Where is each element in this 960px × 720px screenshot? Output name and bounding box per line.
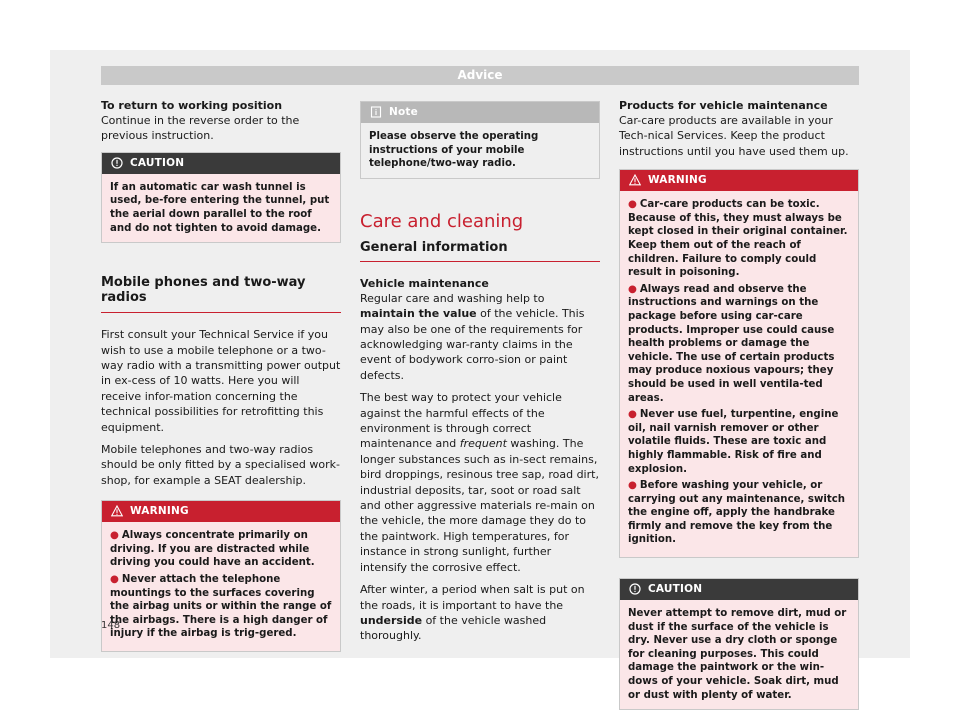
bullet-icon: ● [628, 283, 637, 295]
column-middle [360, 101, 600, 651]
products-heading: Products for vehicle maintenance [619, 99, 828, 112]
mobile-phones-title: Mobile phones and two-way radios [101, 275, 341, 313]
care-cleaning-title: Care and cleaning [360, 210, 524, 232]
note-body: Please observe the operating instructions of your mobile telephone/two-way radio. [361, 123, 599, 178]
warning-label: WARNING [648, 174, 707, 187]
warning-item: ● Always concentrate primarily on driving. If you are distracted while driving you could have an accident. [110, 530, 315, 569]
note-header [361, 102, 599, 123]
caution-label: CAUTION [648, 583, 703, 596]
note-icon [370, 106, 382, 118]
caution-body: If an automatic car wash tunnel is used, be-fore entering the tunnel, put the aerial down parallel to the roof and do not tighten to avoid damage. [102, 174, 340, 242]
caution-body: Never attempt to remove dirt, mud or dust if the surface of the vehicle is dry. Never use a dry cloth or sponge for cleaning purposes. This could damage the paintwork or the win-dows of your vehicle. Soak dirt, mud or dust with plenty of water. [620, 600, 858, 709]
column-right [619, 98, 859, 720]
bullet-icon: ● [628, 199, 637, 211]
warning-box-phones [101, 500, 341, 652]
caution-box-dirt [619, 578, 859, 710]
section-header: Advice [101, 66, 859, 85]
vehicle-maintenance-heading: Vehicle maintenance [360, 276, 489, 290]
caution-box-aerial [101, 152, 341, 243]
caution-header [620, 579, 858, 600]
warning-body [620, 191, 858, 557]
warning-item: ● Car-care products can be toxic. Because of this, they must always be kept closed in their original container. Keep them out of the reach of children. Failure to comply could result in poisoning. [628, 199, 848, 279]
warning-item: ● Never use fuel, turpentine, engine oil, nail varnish remover or other volatile fluids. These are toxic and highly flammable. Risk of fire and explosion. [628, 409, 839, 475]
general-information-title: General information [360, 240, 600, 262]
column-left [101, 98, 341, 662]
mobile-paragraph-1: First consult your Technical Service if you wish to use a mobile telephone or a two-way radio with a transmitting power output in ex-cess of 10 watts. Here you will receive infor-mation concerning the technical possibilities for retrofitting this equipment. [101, 328, 341, 434]
warning-item: ● Never attach the telephone mountings to the surfaces covering the airbag units or within the range of the airbags. There is a high danger of injury if the airbag is trig-gered. [110, 574, 332, 640]
bullet-icon: ● [110, 530, 119, 542]
caution-label: CAUTION [130, 156, 185, 169]
maintenance-paragraph-2: The best way to protect your vehicle against the harmful effects of the environment is through correct maintenance and frequent washing. The longer substances such as in-sect remains, bird droppings, resinous tree sap, road dirt, industrial deposits, tar, soot or road salt and other aggressive materials re-main on the vehicle, the more damage they do to the paintwork. High temperatures, for instance in strong sunlight, further intensify the corrosive effect. [360, 391, 599, 574]
warning-triangle-icon [111, 505, 123, 517]
warning-triangle-icon [629, 174, 641, 186]
warning-header [102, 501, 340, 522]
bullet-icon: ● [628, 409, 637, 421]
warning-header [620, 170, 858, 191]
mobile-paragraph-2: Mobile telephones and two-way radios should be only fitted by a specialised work-shop, for example a SEAT dealership. [101, 443, 340, 487]
warning-body [102, 522, 340, 651]
working-heading: To return to working position [101, 99, 283, 112]
warning-item: ● Always read and observe the instructions and warnings on the package before using car-care products. Improper use could cause health problems or damage the vehicle. The use of certain products may produce noxious vapours; they should be used in well ventila-ted areas. [628, 283, 835, 404]
note-label: Note [389, 106, 418, 118]
note-box [360, 101, 600, 179]
products-text: Car-care products are available in your Tech-nical Services. Keep the product instructions until you have used them up. [619, 114, 849, 158]
maintenance-paragraph-1: Regular care and washing help to maintain the value of the vehicle. This may also be one of the requirements for acknowledging war-ranty claims in the event of bodywork corro-sion or paint defects. [360, 291, 585, 382]
warning-box-products [619, 169, 859, 558]
caution-header [102, 153, 340, 174]
maintenance-paragraph-3: After winter, a period when salt is put on the roads, it is important to have the underside of the vehicle washed thoroughly. [360, 583, 585, 643]
warning-item: ● Before washing your vehicle, or carrying out any maintenance, switch the engine off, apply the handbrake firmly and remove the key from the ignition. [628, 480, 846, 546]
info-circle-icon [111, 157, 123, 169]
info-circle-icon [629, 583, 641, 595]
bullet-icon: ● [628, 480, 637, 492]
bullet-icon: ● [110, 574, 119, 586]
warning-label: WARNING [130, 505, 189, 518]
working-text: Continue in the reverse order to the previous instruction. [101, 114, 300, 143]
page-number: 148 [101, 620, 121, 631]
